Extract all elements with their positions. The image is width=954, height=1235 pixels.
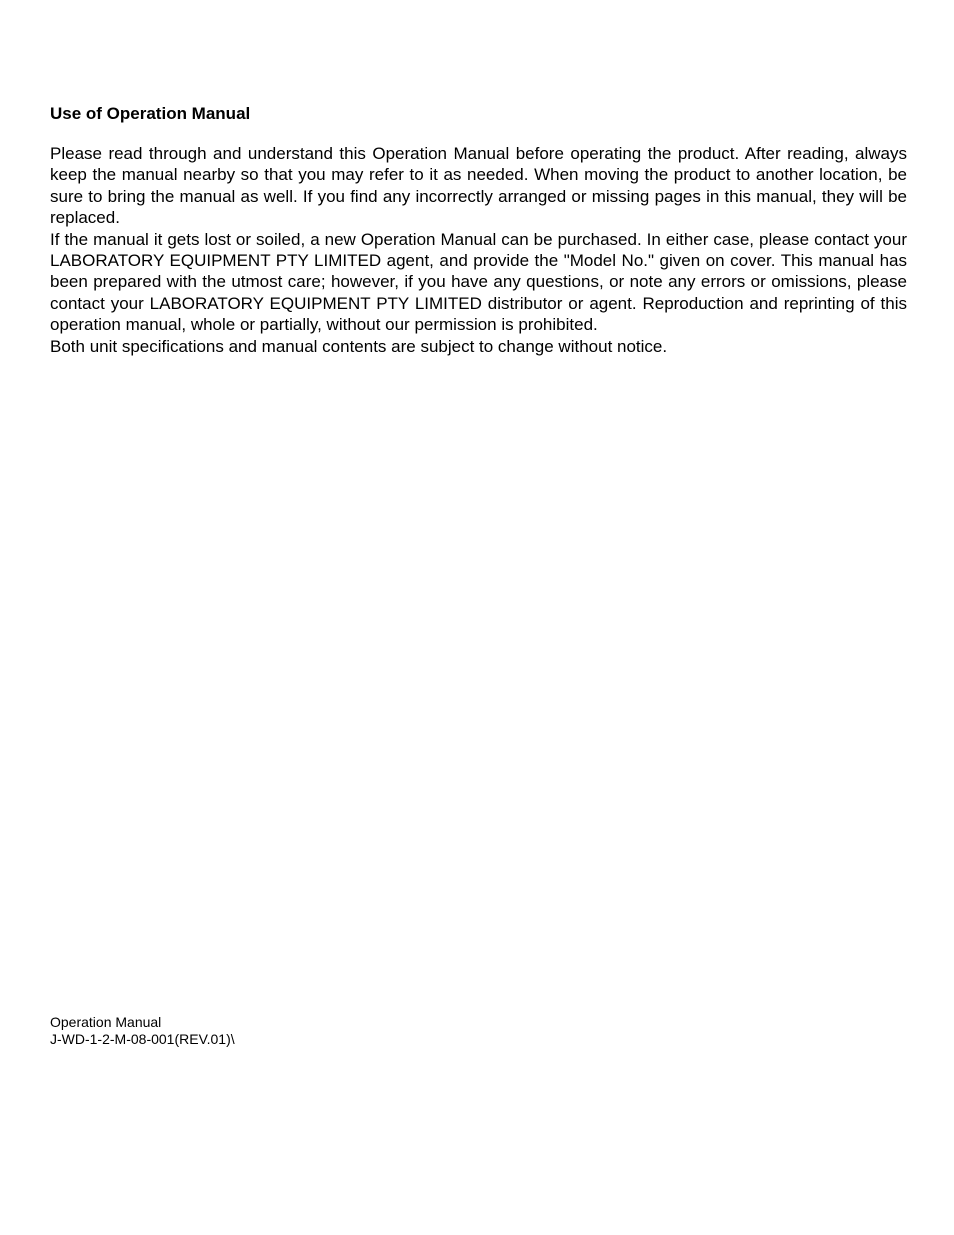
section-body — [50, 143, 907, 357]
section-heading: Use of Operation Manual — [50, 104, 251, 123]
footer-doc-code: J-WD-1-2-M-08-001(REV.01)\ — [50, 1031, 235, 1047]
footer-title: Operation Manual — [50, 1014, 162, 1030]
paragraph-reading-instructions: Please read through and understand this Operation Manual before operating the product. After reading, always keep the manual nearby so that you may refer to it as needed. When moving the product to another location, be sure to bring the manual as well. If you find any incorrectly arranged or missing pages in this manual, they will be replaced. — [50, 144, 907, 228]
page-footer — [50, 1014, 450, 1048]
paragraph-change-notice: Both unit specifications and manual contents are subject to change without notice. — [50, 336, 668, 356]
paragraph-replacement-contact: If the manual it gets lost or soiled, a new Operation Manual can be purchased. In either case, please contact your LABORATORY EQUIPMENT PTY LIMITED agent, and provide the "Model No." given on cover. This manual has been prepared with the utmost care; however, if you have any questions, or note any errors or omissions, please contact your LABORATORY EQUIPMENT PTY LIMITED distributor or agent. Reproduction and reprinting of this operation manual, whole or partially, without our permission is prohibited. — [50, 229, 907, 335]
